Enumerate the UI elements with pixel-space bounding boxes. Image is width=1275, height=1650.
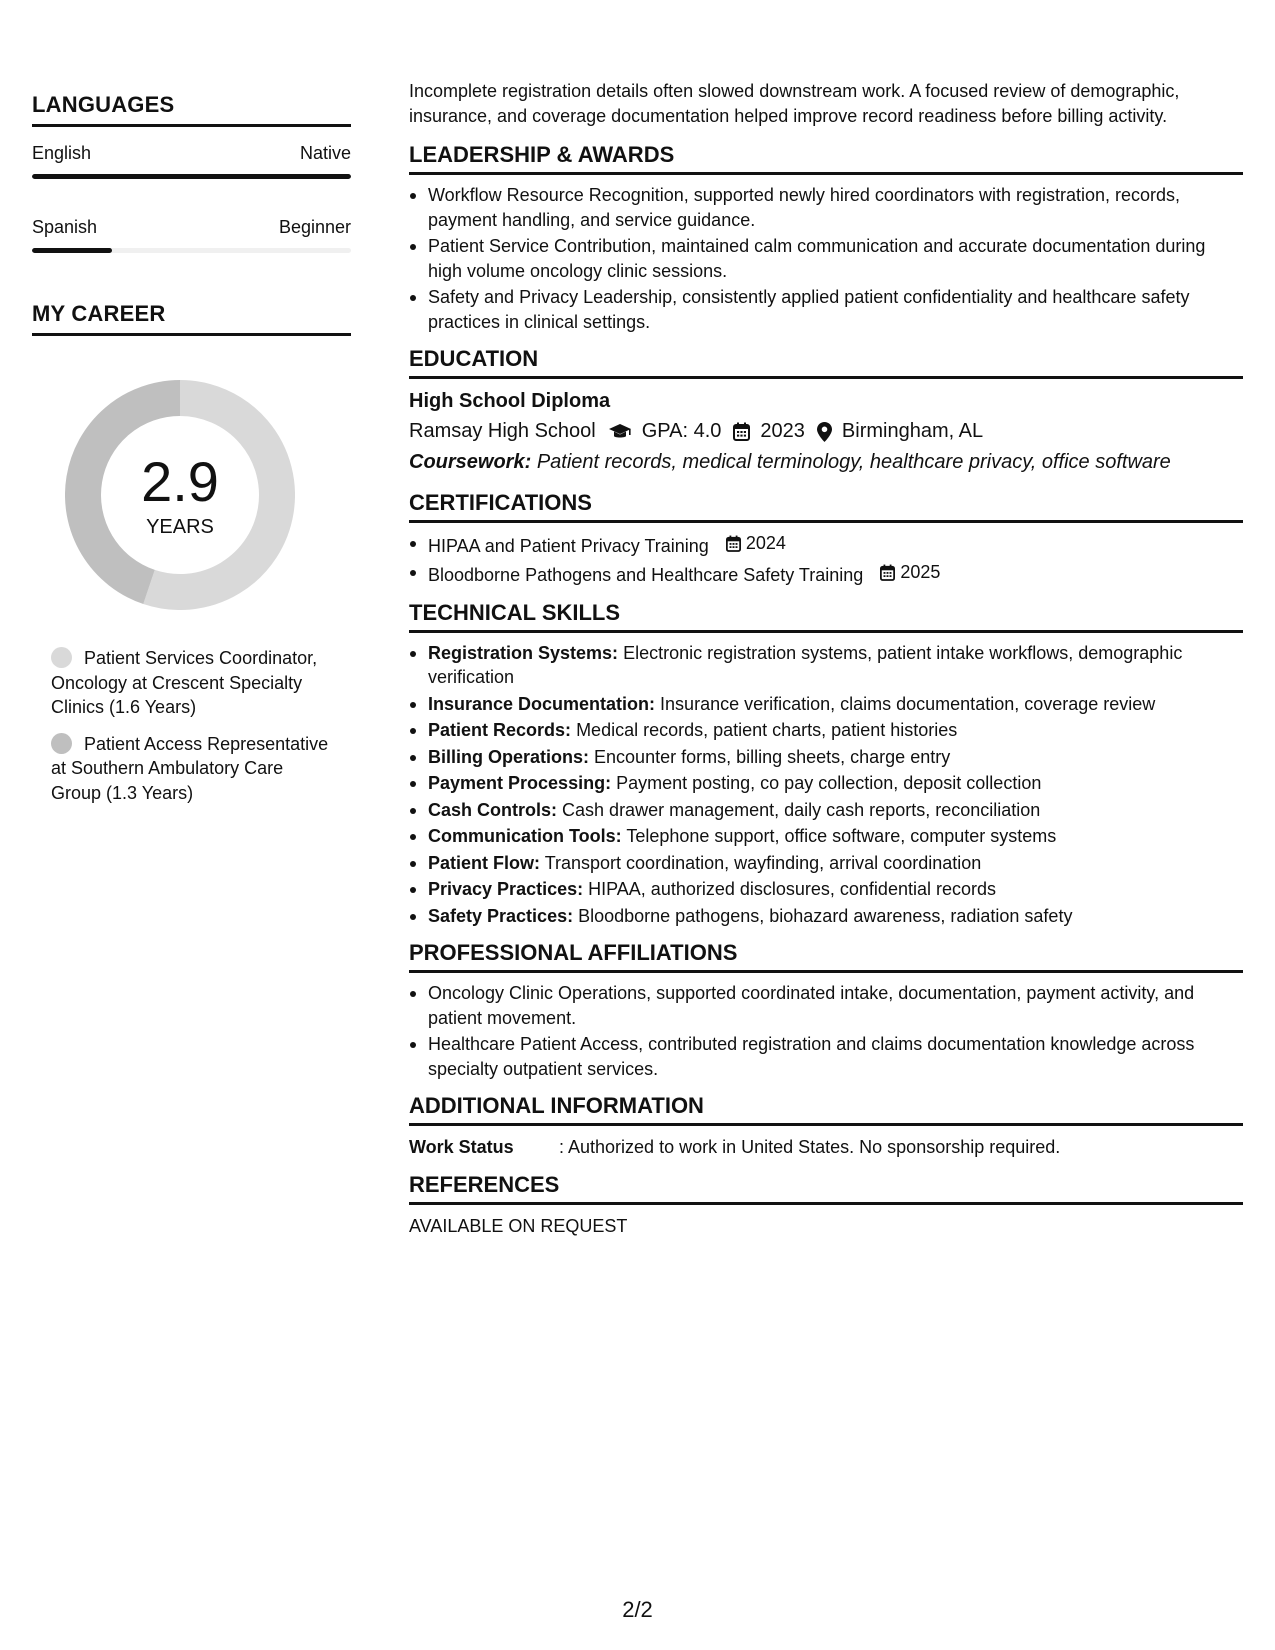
skill-text: Bloodborne pathogens, biohazard awareness, radiation safety — [578, 905, 1073, 926]
intro-paragraph: Incomplete registration details often slowed downstream work. A focused review of demographic, insurance, and coverage documentation helped improve record readiness before billing activity. — [409, 81, 1180, 126]
career-donut-chart — [65, 380, 295, 610]
skill-text: Medical records, patient charts, patient histories — [576, 720, 958, 740]
certifications-heading: CERTIFICATIONS — [409, 490, 1243, 523]
language-proficiency-bar — [32, 174, 351, 179]
education-meta — [409, 416, 1243, 447]
page-number: 2/2 — [622, 1597, 653, 1622]
skills-section — [409, 600, 1243, 929]
coursework-text: Patient records, medical terminology, healthcare privacy, office software — [536, 451, 1171, 473]
legend-dot — [51, 733, 72, 754]
language-item — [32, 215, 351, 253]
list-item — [409, 531, 1243, 558]
coursework-label: Coursework: — [409, 451, 532, 473]
language-level: Native — [299, 143, 351, 163]
education-section — [409, 346, 1243, 478]
education-heading: EDUCATION — [409, 346, 1243, 379]
list-item — [409, 851, 1243, 876]
skill-label: Insurance Documentation: — [428, 693, 656, 714]
career-years-unit: YEARS — [146, 516, 214, 538]
certification-year: 2024 — [745, 533, 786, 553]
list-item: Patient Service Contribution, maintained calm communication and accurate documentation during high volume oncology clinic sessions. — [409, 234, 1243, 283]
affiliations-heading: PROFESSIONAL AFFILIATIONS — [409, 940, 1243, 973]
references-text: AVAILABLE ON REQUEST — [409, 1216, 628, 1236]
skill-text: Payment posting, co pay collection, deposit collection — [616, 773, 1042, 793]
skill-label: Privacy Practices: — [428, 879, 584, 899]
skill-label: Payment Processing: — [428, 773, 612, 793]
calendar-icon — [880, 564, 895, 581]
language-name: Spanish — [32, 217, 98, 237]
languages-heading: LANGUAGES — [32, 92, 351, 127]
education-coursework — [409, 447, 1243, 478]
list-item — [409, 745, 1243, 770]
list-item — [409, 771, 1243, 796]
work-status-row — [409, 1134, 1243, 1160]
additional-info-heading: ADDITIONAL INFORMATION — [409, 1093, 1243, 1126]
list-item: Workflow Resource Recognition, supported newly hired coordinators with registration, records, payment handling, and service guidance. — [409, 183, 1243, 232]
skill-label: Patient Records: — [428, 720, 572, 740]
list-item — [409, 641, 1243, 690]
career-heading: MY CAREER — [32, 301, 351, 336]
affiliations-list — [409, 981, 1243, 1081]
skill-text: Cash drawer management, daily cash reports, reconciliation — [562, 799, 1041, 820]
skill-label: Patient Flow: — [428, 852, 540, 873]
calendar-icon — [726, 535, 741, 552]
affiliations-section — [409, 940, 1243, 1081]
list-item: Oncology Clinic Operations, supported coordinated intake, documentation, payment activity, and patient movement. — [409, 981, 1243, 1030]
skill-label: Communication Tools: — [428, 826, 622, 846]
certifications-list — [409, 531, 1243, 588]
certification-year: 2025 — [900, 562, 941, 583]
calendar-icon — [733, 422, 750, 441]
leadership-section — [409, 142, 1243, 334]
skill-label: Cash Controls: — [428, 799, 558, 820]
skill-label: Billing Operations: — [428, 746, 590, 767]
language-proficiency-fill — [32, 248, 112, 253]
skill-label: Registration Systems: — [428, 642, 619, 663]
education-degree: High School Diploma — [409, 390, 611, 412]
legend-dot — [51, 647, 72, 668]
additional-info-section — [409, 1093, 1243, 1160]
skill-text: Transport coordination, wayfinding, arrival coordination — [544, 852, 982, 873]
skills-list — [409, 641, 1243, 929]
career-section — [32, 301, 351, 805]
list-item — [409, 692, 1243, 717]
career-legend-item — [51, 646, 336, 720]
work-status-label: Work Status — [409, 1137, 514, 1157]
skill-text: Insurance verification, claims documentation, coverage review — [660, 693, 1156, 714]
language-item — [32, 141, 351, 179]
work-status-value: : Authorized to work in United States. No sponsorship required. — [559, 1137, 1061, 1157]
list-item: Healthcare Patient Access, contributed registration and claims documentation knowledge across specialty outpatient services. — [409, 1032, 1243, 1081]
graduation-cap-icon — [608, 423, 632, 441]
language-list — [32, 141, 351, 253]
list-item — [409, 904, 1243, 929]
skill-text: Encounter forms, billing sheets, charge entry — [594, 746, 951, 767]
career-legend — [51, 646, 336, 805]
list-item — [409, 718, 1243, 743]
certification-name: Bloodborne Pathogens and Healthcare Safety Training — [428, 565, 864, 585]
sidebar — [32, 92, 351, 817]
career-total-years: 2.9 — [141, 450, 219, 513]
skill-label: Safety Practices: — [428, 905, 574, 926]
language-proficiency-fill — [32, 174, 351, 179]
skill-text: Electronic registration systems, patient intake workflows, demographic verification — [428, 642, 1183, 687]
references-heading: REFERENCES — [409, 1172, 1243, 1205]
legend-label: Patient Access Representative at Southern Ambulatory Care Group (1.3 Years) — [51, 733, 329, 803]
certification-name: HIPAA and Patient Privacy Training — [428, 535, 709, 556]
language-level: Beginner — [278, 217, 351, 237]
language-name: English — [32, 143, 92, 163]
list-item — [409, 824, 1243, 849]
list-item — [409, 877, 1243, 902]
certifications-section — [409, 490, 1243, 588]
skills-heading: TECHNICAL SKILLS — [409, 600, 1243, 633]
languages-section — [32, 92, 351, 253]
education-school: Ramsay High School — [409, 420, 596, 442]
list-item — [409, 798, 1243, 823]
skill-text: HIPAA, authorized disclosures, confidential records — [588, 879, 996, 899]
education-location: Birmingham, AL — [841, 420, 984, 442]
career-legend-item — [51, 732, 336, 806]
legend-label: Patient Services Coordinator, Oncology at Crescent Specialty Clinics (1.6 Years) — [51, 648, 318, 717]
list-item: Safety and Privacy Leadership, consistently applied patient confidentiality and healthcare safety practices in clinical settings. — [409, 285, 1243, 334]
education-year: 2023 — [760, 420, 805, 442]
map-pin-icon — [817, 422, 832, 442]
education-gpa: GPA: 4.0 — [641, 420, 722, 442]
skill-text: Telephone support, office software, computer systems — [626, 826, 1057, 846]
leadership-heading: LEADERSHIP & AWARDS — [409, 142, 1243, 175]
list-item — [409, 560, 1243, 587]
references-section — [409, 1172, 1243, 1239]
language-proficiency-bar — [32, 248, 351, 253]
leadership-list — [409, 183, 1243, 334]
main-content — [409, 79, 1243, 1251]
